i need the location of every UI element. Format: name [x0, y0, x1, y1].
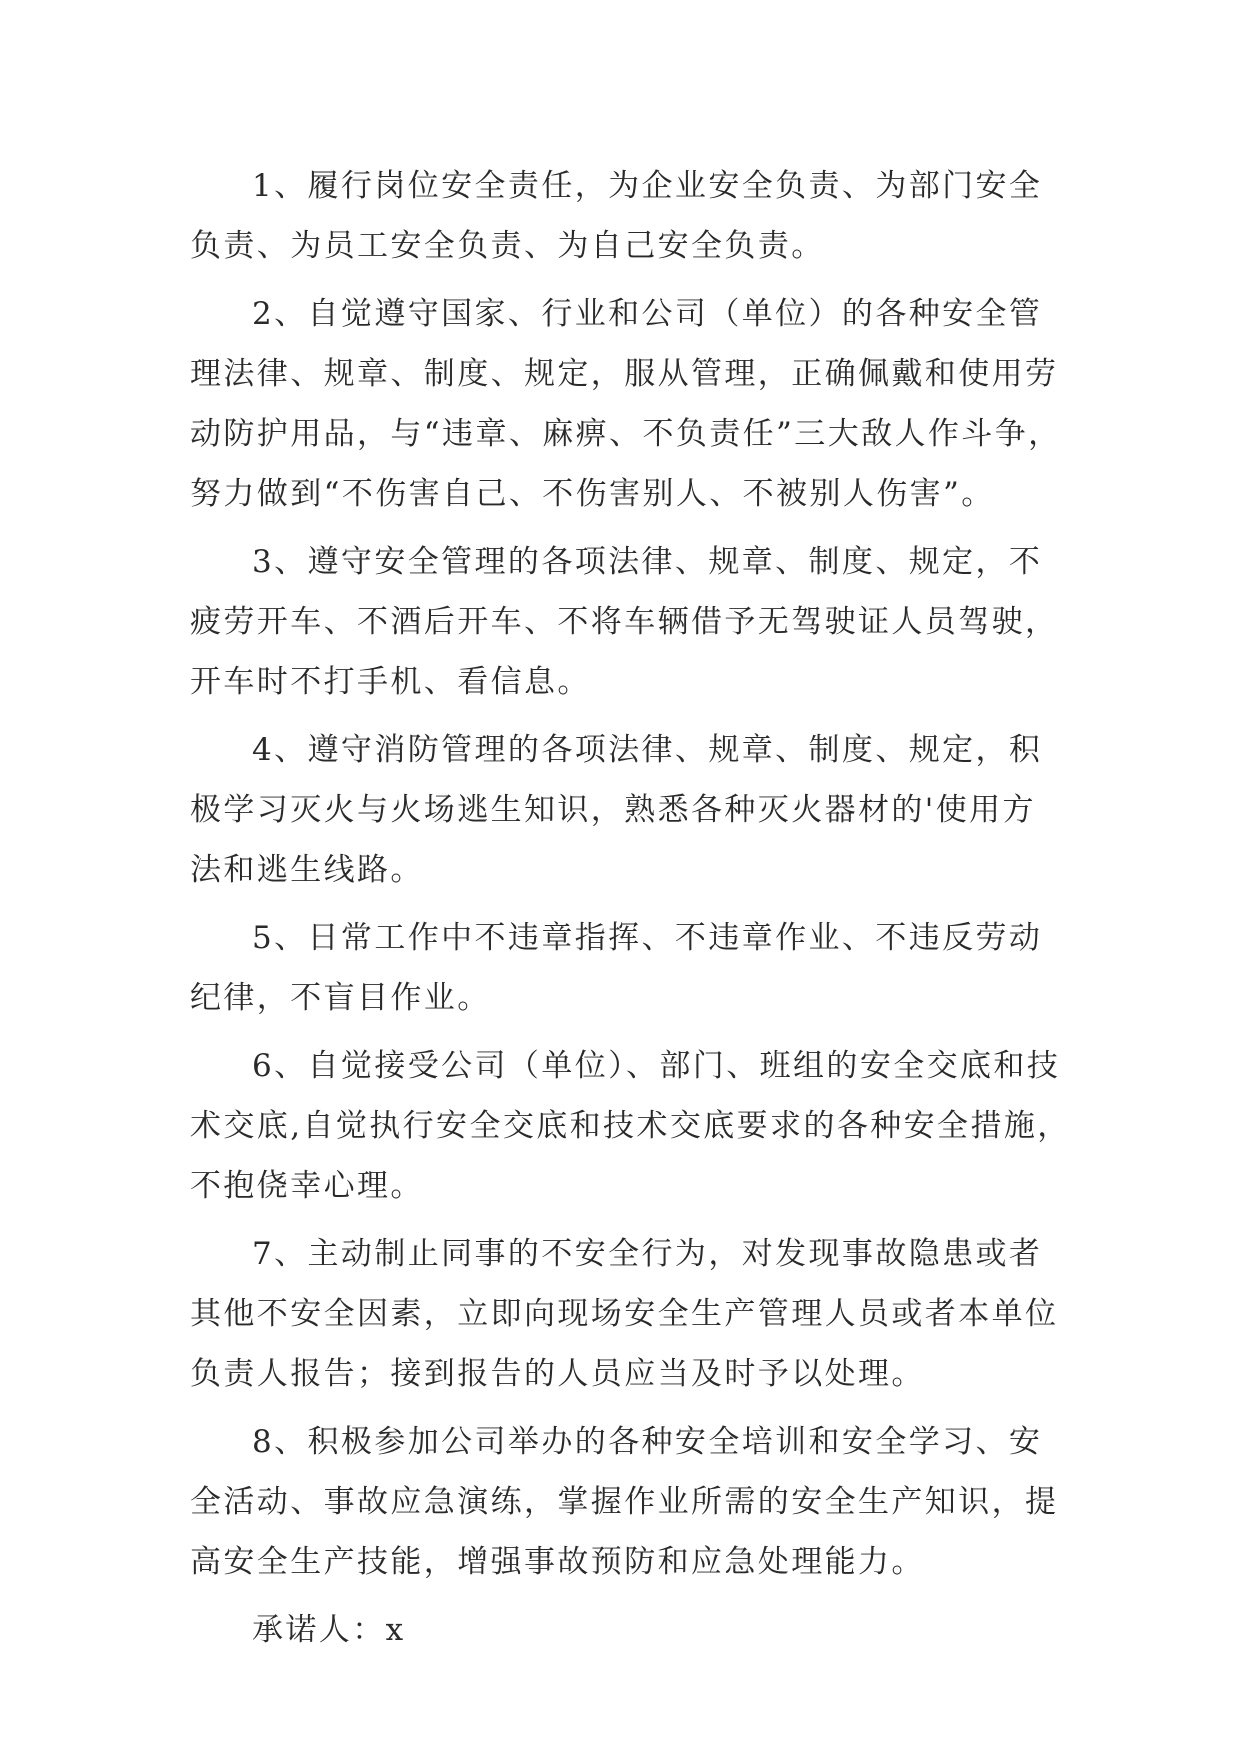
- paragraph-line: 8、积极参加公司举办的各种安全培训和安全学习、安: [252, 1424, 1043, 1460]
- signature-line: 承诺人：x: [252, 1612, 406, 1648]
- paragraph-line: 7、主动制止同事的不安全行为，对发现事故隐患或者: [252, 1236, 1043, 1272]
- paragraph-line: 3、遵守安全管理的各项法律、规章、制度、规定，不: [252, 544, 1043, 580]
- paragraph-line: 纪律，不盲目作业。: [190, 980, 491, 1016]
- paragraph-line: 努力做到“不伤害自己、不伤害别人、不被别人伤害”。: [190, 476, 995, 512]
- paragraph-7: [190, 1224, 1059, 1404]
- paragraph-line: 不抱侥幸心理。: [190, 1168, 424, 1204]
- paragraph-8: [190, 1412, 1059, 1592]
- paragraph-5: [190, 908, 1052, 1028]
- paragraph-line: 开车时不打手机、看信息。: [190, 664, 591, 700]
- paragraph-line: 2、自觉遵守国家、行业和公司（单位）的各种安全管: [252, 296, 1043, 332]
- paragraph-line: 疲劳开车、不酒后开车、不将车辆借予无驾驶证人员驾驶，: [190, 604, 1059, 640]
- paragraph-line: 1、履行岗位安全责任，为企业安全负责、为部门安全: [252, 168, 1043, 204]
- paragraph-line: 法和逃生线路。: [190, 852, 424, 888]
- paragraph-line: 4、遵守消防管理的各项法律、规章、制度、规定，积: [252, 732, 1043, 768]
- paragraph-line: 6、自觉接受公司（单位）、部门、班组的安全交底和技: [252, 1048, 1061, 1084]
- paragraph-4: [190, 720, 1052, 900]
- paragraph-3: [190, 532, 1059, 712]
- paragraph-line: 极学习灭火与火场逃生知识，熟悉各种灭火器材的'使用方: [190, 792, 1036, 828]
- paragraph-line: 术交底,自觉执行安全交底和技术交底要求的各种安全措施，: [190, 1108, 1071, 1144]
- paragraph-line: 全活动、事故应急演练，掌握作业所需的安全生产知识，提: [190, 1484, 1059, 1520]
- document-body: [190, 156, 1071, 1660]
- paragraph-line: 高安全生产技能，增强事故预防和应急处理能力。: [190, 1544, 925, 1580]
- paragraph-1: [190, 156, 1052, 276]
- signature-block: [190, 1600, 1052, 1660]
- paragraph-line: 动防护用品，与“违章、麻痹、不负责任”三大敌人作斗争，: [190, 416, 1062, 452]
- paragraph-line: 5、日常工作中不违章指挥、不违章作业、不违反劳动: [252, 920, 1043, 956]
- paragraph-line: 负责、为员工安全负责、为自己安全负责。: [190, 228, 825, 264]
- paragraph-line: 负责人报告；接到报告的人员应当及时予以处理。: [190, 1356, 925, 1392]
- paragraph-6: [190, 1036, 1071, 1216]
- paragraph-line: 其他不安全因素，立即向现场安全生产管理人员或者本单位: [190, 1296, 1059, 1332]
- paragraph-line: 理法律、规章、制度、规定，服从管理，正确佩戴和使用劳: [190, 356, 1059, 392]
- paragraph-2: [190, 284, 1062, 524]
